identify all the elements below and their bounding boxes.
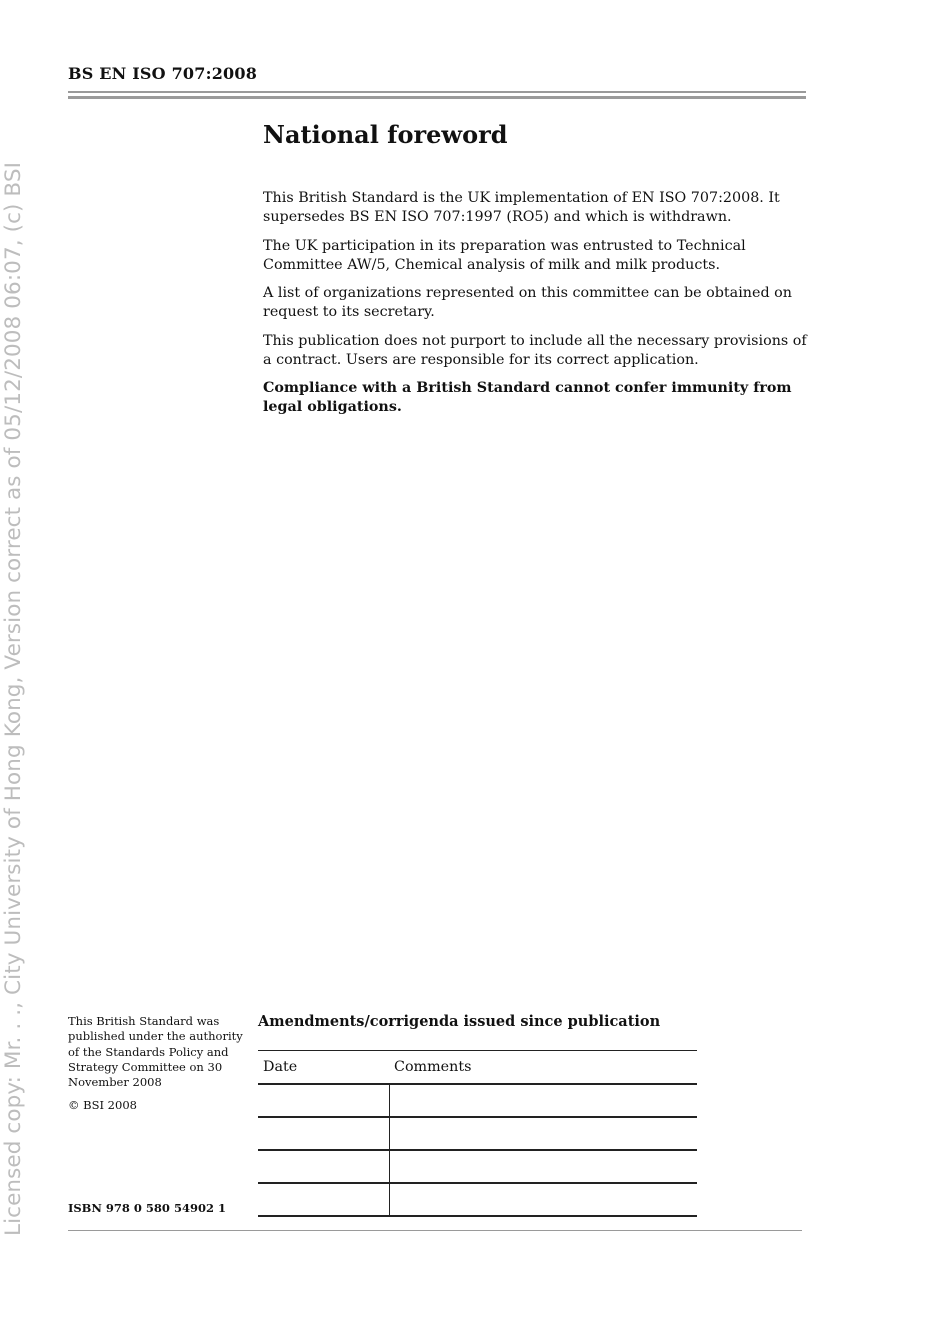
publication-note: This British Standard was published under the authority of the Standards Policy and Strategy Committee on 30 November 2008 (68, 1014, 243, 1090)
column-header-comments: Comments (389, 1051, 697, 1085)
comments-cell (389, 1183, 697, 1216)
footer-rule (68, 1230, 802, 1231)
copyright-notice: © BSI 2008 (68, 1098, 137, 1113)
publication-imprint (68, 1014, 243, 1122)
paragraph-implementation: This British Standard is the UK implementation of EN ISO 707:2008. It supersedes BS EN ISO 707:1997 (RO5) and which is withdrawn. (263, 190, 780, 225)
date-cell (258, 1084, 389, 1117)
date-cell (258, 1183, 389, 1216)
document-reference: BS EN ISO 707:2008 (68, 64, 258, 83)
paragraph-compliance: Compliance with a British Standard cannot confer immunity from legal obligations. (263, 380, 792, 415)
paragraph-committee: The UK participation in its preparation was entrusted to Technical Committee AW/5, Chemical analysis of milk and milk products. (263, 237, 746, 273)
table-row (258, 1084, 697, 1117)
amendments-table (258, 1050, 697, 1217)
comments-cell (389, 1150, 697, 1183)
isbn: ISBN 978 0 580 54902 1 (68, 1201, 226, 1215)
paragraph-organizations: A list of organizations represented on this committee can be obtained on request to its secretary. (263, 285, 792, 320)
comments-cell (389, 1117, 697, 1150)
table-header-row (258, 1051, 697, 1085)
header-rule-thick (68, 96, 806, 99)
column-header-date: Date (258, 1051, 389, 1085)
comments-cell (389, 1084, 697, 1117)
license-watermark: Licensed copy: Mr. . ., City University of Hong Kong, Version correct as of 05/12/2008 06:07, (c) BSI (1, 161, 26, 1236)
date-cell (258, 1117, 389, 1150)
paragraph-contract: This publication does not purport to include all the necessary provisions of a contract. Users are responsible for its correct application. (263, 332, 807, 368)
header-rule (68, 91, 806, 93)
foreword-body (263, 189, 808, 427)
table-row (258, 1150, 697, 1183)
table-row (258, 1183, 697, 1216)
table-row (258, 1117, 697, 1150)
amendments-title: Amendments/corrigenda issued since publication (258, 1013, 661, 1030)
date-cell (258, 1150, 389, 1183)
page-title: National foreword (263, 120, 508, 149)
